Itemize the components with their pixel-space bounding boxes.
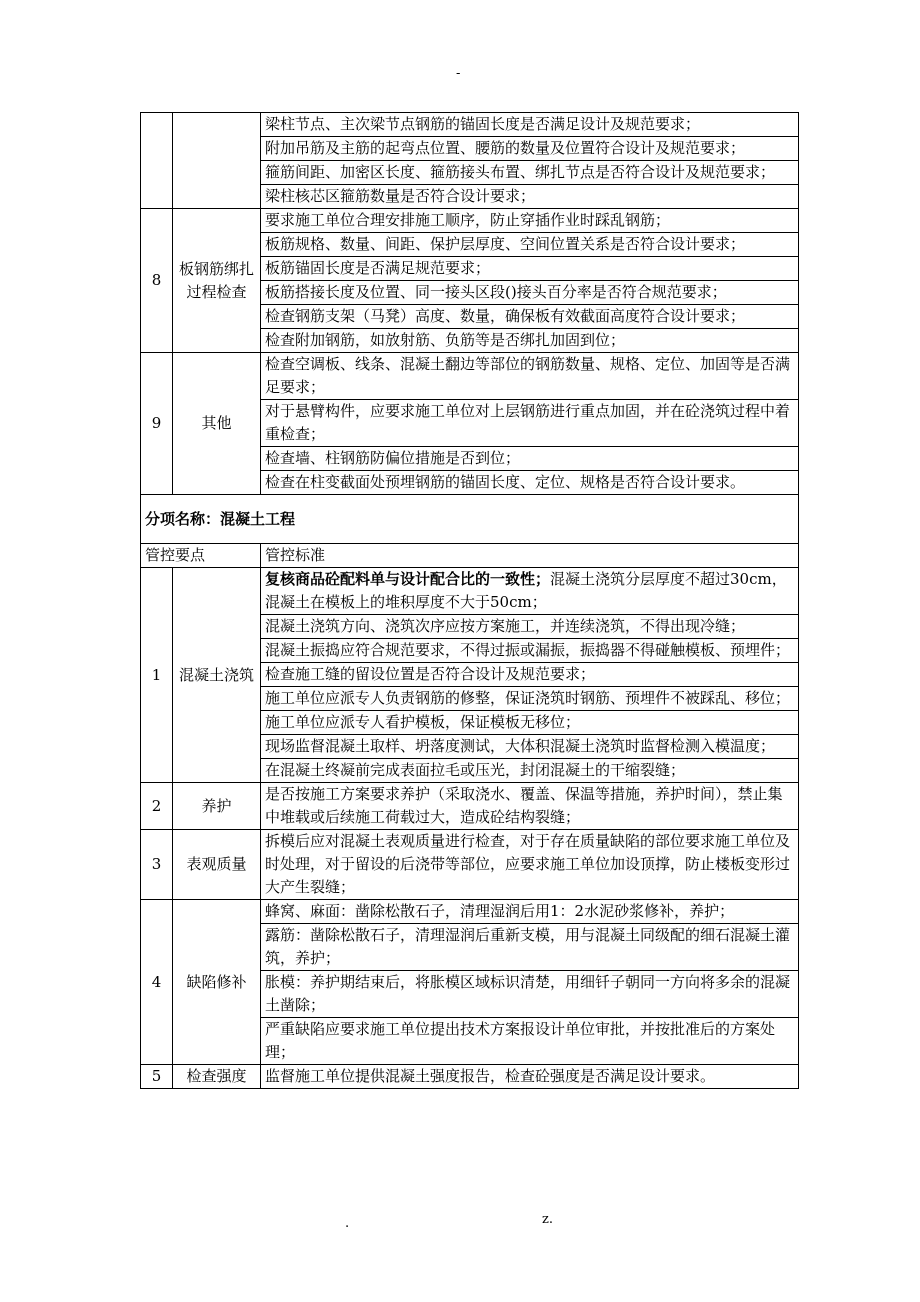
standard-item: 检查钢筋支架（马凳）高度、数量，确保板有效截面高度符合设计要求；	[261, 305, 799, 329]
standard-item: 检查附加钢筋，如放射筋、负筋等是否绑扎加固到位；	[261, 329, 799, 353]
control-point: 其他	[173, 353, 261, 495]
row-number	[141, 113, 173, 209]
control-point: 表观质量	[173, 830, 261, 900]
table-row	[141, 353, 799, 400]
standard-item: 板筋搭接长度及位置、同一接头区段()接头百分率是否符合规范要求；	[261, 281, 799, 305]
control-point: 养护	[173, 783, 261, 830]
table-row	[141, 568, 799, 615]
section-title: 分项名称：混凝土工程	[141, 495, 799, 544]
column-header-point: 管控要点	[141, 544, 261, 568]
control-point	[173, 113, 261, 209]
lead-rest-text: 混凝土浇筑分层厚度不超过30cm，混凝土在模板上的堆积厚度不大于50cm；	[265, 570, 787, 611]
standard-item: 板筋规格、数量、间距、保护层厚度、空间位置关系是否符合设计要求；	[261, 233, 799, 257]
standard-item: 检查在柱变截面处预埋钢筋的锚固长度、定位、规格是否符合设计要求。	[261, 471, 799, 495]
standard-item: 施工单位应派专人看护模板，保证模板无移位；	[261, 711, 799, 735]
column-header-standard: 管控标准	[261, 544, 799, 568]
standard-item: 是否按施工方案要求养护（采取浇水、覆盖、保温等措施，养护时间），禁止集中堆载或后续施工荷载过大，造成砼结构裂缝；	[261, 783, 799, 830]
row-number: 4	[141, 900, 173, 1065]
row-number: 3	[141, 830, 173, 900]
standard-item: 现场监督混凝土取样、坍落度测试，大体积混凝土浇筑时监督检测入模温度；	[261, 735, 799, 759]
table-row	[141, 113, 799, 137]
standard-item: 检查墙、柱钢筋防偏位措施是否到位；	[261, 447, 799, 471]
standard-item: 附加吊筋及主筋的起弯点位置、腰筋的数量及位置符合设计及规范要求；	[261, 137, 799, 161]
standard-item: 露筋：凿除松散石子，清理湿润后重新支模，用与混凝土同级配的细石混凝土灌筑，养护；	[261, 924, 799, 971]
standard-item: 检查施工缝的留设位置是否符合设计及规范要求；	[261, 663, 799, 687]
standard-item: 在混凝土终凝前完成表面拉毛或压光，封闭混凝土的干缩裂缝；	[261, 759, 799, 783]
standard-item: 板筋锚固长度是否满足规范要求；	[261, 257, 799, 281]
standard-item: 拆模后应对混凝土表观质量进行检查，对于存在质量缺陷的部位要求施工单位及时处理，对于留设的后浇带等部位，应要求施工单位加设顶撑，防止楼板变形过大产生裂缝；	[261, 830, 799, 900]
inspection-table	[140, 112, 799, 1089]
table-row	[141, 900, 799, 924]
row-number: 5	[141, 1065, 173, 1089]
standard-item: 混凝土振捣应符合规范要求，不得过振或漏振，振捣器不得碰触模板、预埋件；	[261, 639, 799, 663]
table-row	[141, 209, 799, 233]
table-row	[141, 544, 799, 568]
table-row	[141, 495, 799, 544]
table-row	[141, 783, 799, 830]
control-point: 检查强度	[173, 1065, 261, 1089]
row-number: 8	[141, 209, 173, 353]
page-footer-right: z.	[542, 1212, 553, 1227]
standard-item: 严重缺陷应要求施工单位提出技术方案报设计单位审批，并按批准后的方案处理；	[261, 1018, 799, 1065]
standard-item: 混凝土浇筑方向、浇筑次序应按方案施工，并连续浇筑，不得出现冷缝；	[261, 615, 799, 639]
page-footer-left: .	[345, 1216, 350, 1231]
row-number: 9	[141, 353, 173, 495]
standard-item: 要求施工单位合理安排施工顺序，防止穿插作业时踩乱钢筋；	[261, 209, 799, 233]
standard-item	[261, 568, 799, 615]
standard-item: 梁柱核芯区箍筋数量是否符合设计要求；	[261, 185, 799, 209]
row-number: 2	[141, 783, 173, 830]
table-row	[141, 830, 799, 900]
standard-item: 检查空调板、线条、混凝土翻边等部位的钢筋数量、规格、定位、加固等是否满足要求；	[261, 353, 799, 400]
standard-item: 胀模：养护期结束后，将胀模区域标识清楚，用细钎子朝同一方向将多余的混凝土凿除；	[261, 971, 799, 1018]
page-header-mark: -	[456, 66, 461, 81]
table-row	[141, 1065, 799, 1089]
control-point: 混凝土浇筑	[173, 568, 261, 783]
standard-item: 对于悬臂构件，应要求施工单位对上层钢筋进行重点加固，并在砼浇筑过程中着重检查；	[261, 400, 799, 447]
standard-item: 梁柱节点、主次梁节点钢筋的锚固长度是否满足设计及规范要求；	[261, 113, 799, 137]
control-point: 缺陷修补	[173, 900, 261, 1065]
row-number: 1	[141, 568, 173, 783]
standard-item: 蜂窝、麻面：凿除松散石子，清理湿润后用1：2水泥砂浆修补，养护；	[261, 900, 799, 924]
standard-item: 箍筋间距、加密区长度、箍筋接头布置、绑扎节点是否符合设计及规范要求；	[261, 161, 799, 185]
control-point: 板钢筋绑扎过程检查	[173, 209, 261, 353]
standard-item: 监督施工单位提供混凝土强度报告，检查砼强度是否满足设计要求。	[261, 1065, 799, 1089]
bold-lead-text: 复核商品砼配料单与设计配合比的一致性；	[265, 570, 551, 588]
standard-item: 施工单位应派专人负责钢筋的修整，保证浇筑时钢筋、预埋件不被踩乱、移位；	[261, 687, 799, 711]
